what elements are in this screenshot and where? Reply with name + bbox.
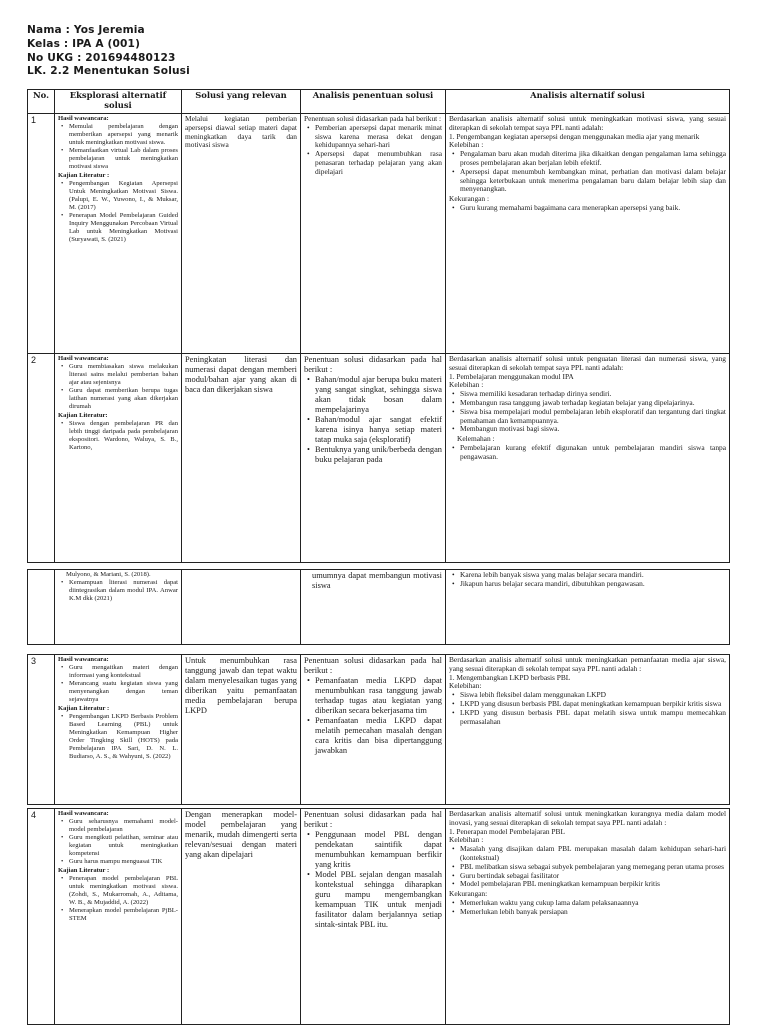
list-item: • Memanfaatkan virtual Lab dalam proses pembelajaran untuk meningkatkan motivasi siswa — [69, 147, 178, 171]
list-item: • Memulai pembelajaran dengan memberikan apersepsi yang menarik untuk meningkatkan motivasi siswa. — [69, 123, 178, 147]
alternative-intro: Berdasarkan analisis alternatif solusi untuk meningkatkan pemanfaatan media ajar siswa, yang sesuai diterapkan di sekolah tempat saya PPL nanti adalah : — [449, 655, 726, 673]
exploration-cell — [55, 570, 182, 645]
list-item: • Memerlukan waktu yang cukup lama dalam pelaksanaannya — [460, 899, 726, 908]
exploration-cell — [55, 354, 182, 563]
disadvantages-label: Kelemahan : — [457, 434, 495, 444]
col-header-solution-analysis: Analisis penentuan solusi — [301, 90, 446, 114]
disadvantages-label: Kekurangan: — [449, 889, 488, 899]
list-item: • Guru mengaitkan materi dengan informasi yang kontekstual — [69, 664, 178, 680]
list-item: • Model pembelajaran PBL meningkatkan kemampuan berpikir kritis — [460, 880, 726, 889]
list-item: • Guru seharusnya memahami model-model pembelajaran — [69, 818, 178, 834]
alternative-analysis-cell — [446, 354, 730, 563]
list-item: • Apersepsi dapat menumbuhkan rasa penasaran terhadap pelajaran yang akan dipelajari — [315, 150, 442, 176]
list-item: • Pengembangan Kegiatan Apersepsi Untuk Meningkatkan Motivasi Siswa. (Palupi, E. W., Yuwono, I., & Muksar, M. (2017) — [69, 180, 178, 212]
list-item: • Menerapkan model pembelajaran PjBL-STEM — [69, 907, 178, 923]
list-item: • Pembelajaran kurang efektif digunakan untuk pembelajaran mandiri siswa tanpa pengawasan. — [460, 444, 726, 462]
list-item: • Guru harus mampu menguasai TIK — [69, 858, 178, 866]
relevant-solution-cell: Dengan menerapkan model-model pembelajaran yang menarik, mudah dimengerti serta relevan/sesuai dengan materi yang akan dipelajari — [182, 809, 301, 1025]
alternative-intro: Berdasarkan analisis alternatif solusi untuk meningkatkan kurangnya media dalam model inovasi, yang sesuai diterapkan di sekolah tempat saya PPL nanti adalah : — [449, 809, 726, 827]
analysis-intro: Penentuan solusi didasarkan pada hal berikut : — [304, 114, 442, 123]
col-header-alternative-analysis: Analisis alternatif solusi — [446, 90, 730, 114]
row-number: 1 — [28, 114, 55, 354]
relevant-solution-cell: Peningkatan literasi dan numerasi dapat dengan memberi modul/bahan ajar yang akan di baca dan dikerjakan siswa — [182, 354, 301, 563]
solution-analysis-cell — [301, 570, 446, 645]
row-number: 4 — [28, 809, 55, 1025]
interview-heading: Hasil wawancara: — [58, 115, 109, 122]
chosen-alternative: 1. Mengembangkan LKPD berbasis PBL — [449, 672, 571, 682]
alternative-analysis-cell — [446, 809, 730, 1025]
solution-analysis-cell — [301, 809, 446, 1025]
alternative-analysis-cell — [446, 114, 730, 354]
list-item: • Bahan/modul ajar berupa buku materi yang sangat singkat, sehingga siswa akan tidak bosan dalam mempelajarinya — [315, 375, 442, 415]
list-item: • PBL melibatkan siswa sebagai subyek pembelajaran yang memegang peran utama proses — [460, 863, 726, 872]
interview-heading: Hasil wawancara: — [58, 355, 109, 362]
alternative-intro: Berdasarkan analisis alternatif solusi untuk meningkatkan motivasi siswa, yang sesuai diterapkan di sekolah tempat saya PPL nanti adalah: — [449, 114, 726, 132]
identity-header — [27, 24, 190, 79]
list-item: • Penerapan model pembelajaran PBL untuk meningkatkan motivasi siswa. (Zohdi, S., Mukarromah, A., Aditama, W. B., & Mujaddid, A. (2022) — [69, 875, 178, 907]
list-item: • LKPD yang disusun berbasis PBL dapat meningkatkan kemampuan berpikir kritis siswa — [460, 700, 726, 709]
solution-analysis-cell — [301, 354, 446, 563]
alternative-analysis-cell — [446, 570, 730, 645]
interview-heading: Hasil wawancara: — [58, 810, 109, 817]
list-item: • Pemberian apersepsi dapat menarik minat siswa karena merasa dekat dengan kehidupannya sehari-hari — [315, 124, 442, 150]
disadvantages-label: Kekurangan : — [449, 194, 490, 204]
literature-heading: Kajian Literatur : — [58, 867, 110, 874]
list-item: • Pengembangan LKPD Berbasis Problem Based Learning (PBL) untuk Meningkatkan Kemampuan Higher Order Tingking Skill (HOTS) pada Pembelajaran IPA Sari, D. N. L. Budiarso, A. S., & Wahyuni, S. (2022) — [69, 713, 178, 761]
solution-analysis-cell — [301, 114, 446, 354]
list-item: • Pemanfaatan media LKPD dapat melatih pemecahan masalah dengan cara kritis dan bisa dipertanggung jawabkan — [315, 716, 442, 756]
list-item: • Penggunaan model PBL dengan pendekatan saintifik dapat menumbuhkan kemampuan berfikir yang kritis — [315, 830, 442, 870]
chosen-alternative: 1. Pembelajaran menggunakan modul IPA — [449, 371, 574, 381]
exploration-cell — [55, 114, 182, 354]
table-row — [28, 570, 730, 645]
list-item: • Bahan/modul ajar sangat efektif karena isinya hanya setiap materi tatap muka saja (eksploratif) — [315, 415, 442, 445]
chosen-alternative: 1. Pengembangan kegiatan apersepsi dengan menggunakan media ajar yang menarik — [449, 131, 700, 141]
solution-table-row-4 — [27, 808, 730, 1025]
list-item: • Guru membiasakan siswa melakukan literasi sains melalui pemberian bahan ajar atau sejenisnya — [69, 363, 178, 387]
relevant-solution-cell-empty — [182, 570, 301, 645]
row-number: 2 — [28, 354, 55, 563]
citation-continuation: Mulyono, & Mariani, S. (2018). — [66, 571, 151, 578]
list-item: • Bentuknya yang unik/berbeda dengan buku pelajaran pada — [315, 445, 442, 465]
advantages-label: Kelebihan: — [449, 681, 482, 691]
list-item: • Guru kurang memahami bagaimana cara menerapkan apersepsi yang baik. — [460, 204, 726, 213]
list-item: • Pengalaman baru akan mudah diterima jika dikaitkan dengan pengalaman lama sehingga proses pembelajaran akan berjalan lebih efektif. — [460, 150, 726, 168]
analysis-intro: Penentuan solusi didasarkan pada hal berikut : — [304, 656, 442, 675]
solution-table-row-3 — [27, 654, 730, 805]
list-item: • Siswa bisa mempelajari modul pembelajaran lebih eksploratif dan tergantung dari tingkat pemahaman dan kemampuannya. — [460, 408, 726, 426]
list-item: • Apersepsi dapat menumbuh kembangkan minat, perhatian dan motivasi dalam belajar sehingga keterbukaan untuk menerima pengalaman baru dalam belajar lebih siap dan menyenangkan. — [460, 168, 726, 194]
name-line: Nama : Yos Jeremia — [27, 24, 145, 36]
exploration-cell — [55, 655, 182, 805]
chosen-alternative: 1. Penerapan model Pembelajaran PBL — [449, 826, 565, 836]
table-row — [28, 354, 730, 563]
list-item: • Kemampuan literasi numerasi dapat diintegrasikan dalam modul IPA. Anwar K.M dkk (2021) — [69, 579, 178, 603]
table-row — [28, 809, 730, 1025]
row-number-empty — [28, 570, 55, 645]
list-item: • Siswa memiliki kesadaran terhadap dirinya sendiri. — [460, 390, 726, 399]
literature-heading: Kajian Literatur: — [58, 412, 108, 419]
list-item: • Memerlukan lebih banyak persiapan — [460, 908, 726, 917]
relevant-solution-cell: Untuk menumbuhkan rasa tanggung jawab dan tepat waktu dalam menyelesaikan tugas yang diberikan yaitu pemanfaatan media pembelajaran berupa LKPD — [182, 655, 301, 805]
alternative-intro: Berdasarkan analisis alternatif solusi untuk penguatan literasi dan numerasi siswa, yang sesuai diterapkan di sekolah tempat saya PPL nanti adalah: — [449, 354, 726, 372]
analysis-intro: Penentuan solusi didasarkan pada hal berikut : — [304, 810, 442, 829]
list-item: • Membangun motivasi bagi siswa. — [460, 425, 726, 434]
literature-heading: Kajian Literatur : — [58, 705, 110, 712]
list-item: • Penerapan Model Pembelajaran Guided Inquiry Menggunakan Percobaan Virtual Lab untuk Meningkatkan Motivasi (Suryawati, S. (2021) — [69, 212, 178, 244]
list-item: • Model PBL sejalan dengan masalah kontekstual sehingga diharapkan guru mampu mengembangkan kemampuan TIK untuk menjadi fasilitator dalam berjalannya setiap sintak-sintak PBL itu. — [315, 870, 442, 930]
list-item: • Guru dapat memberikan berupa tugas latihan numerasi yang akan dikerjakan dirumah — [69, 387, 178, 411]
table-row — [28, 655, 730, 805]
list-item: • Masalah yang disajikan dalam PBL merupakan masalah dalam kehidupan sehari-hari (kontekstual) — [460, 845, 726, 863]
table-row — [28, 114, 730, 354]
table-header-row — [28, 90, 730, 114]
list-item: • Guru bertindak sebagai fasilitator — [460, 872, 726, 881]
col-header-exploration: Eksplorasi alternatif solusi — [55, 90, 182, 114]
list-item: • Siswa lebih fleksibel dalam menggunakan LKPD — [460, 691, 726, 700]
relevant-solution-cell: Melalui kegiatan pemberian apersepsi diawal setiap materi dapat meningkatkan daya tarik dan motivasi siswa — [182, 114, 301, 354]
solution-table-page-2-cont — [27, 569, 730, 645]
analysis-intro: Penentuan solusi didasarkan pada hal berikut : — [304, 355, 442, 374]
advantages-label: Kelebihan : — [449, 380, 484, 390]
ukg-number-line: No UKG : 201694480123 — [27, 51, 176, 64]
list-item: • Karena lebih banyak siswa yang malas belajar secara mandiri. — [460, 571, 726, 580]
worksheet-title: LK. 2.2 Menentukan Solusi — [27, 65, 190, 78]
list-item: • Siswa dengan pembelajaran PR dan lebih tinggi daripada pada pembelajaran ekspositori. Wardono, Waluya, S. B., Kartono, — [69, 420, 178, 452]
list-item: • Jikapun harus belajar secara mandiri, dibutuhkan pengawasan. — [460, 580, 726, 589]
col-header-no: No. — [28, 90, 55, 114]
analysis-continuation: umumnya dapat membangun motivasi siswa — [312, 571, 442, 590]
class-line: Kelas : IPA A (001) — [27, 37, 141, 50]
list-item: • LKPD yang disusun berbasis PBL dapat melatih siswa untuk mampu memecahkan permasalahan — [460, 709, 726, 727]
list-item: • Merancang suatu kegiatan siswa yang menyenangkan dengan teman sejawatnya — [69, 680, 178, 704]
solution-analysis-cell — [301, 655, 446, 805]
interview-heading: Hasil wawancara: — [58, 656, 109, 663]
literature-heading: Kajian Literatur : — [58, 172, 110, 179]
list-item: • Guru mengikuti pelatihan, seminar atau kegiatan untuk meningkatkan kompetensi — [69, 834, 178, 858]
advantages-label: Kelebihan : — [449, 140, 484, 150]
alternative-analysis-cell — [446, 655, 730, 805]
solution-table-page-1 — [27, 89, 730, 563]
row-number: 3 — [28, 655, 55, 805]
exploration-cell — [55, 809, 182, 1025]
list-item: • Membangun rasa tanggung jawab terhadap kegiatan belajar yang dipelajarinya. — [460, 399, 726, 408]
advantages-label: Kelebihan : — [449, 835, 484, 845]
col-header-relevant-solution: Solusi yang relevan — [182, 90, 301, 114]
list-item: • Pemanfaatan media LKPD dapat menumbuhkan rasa tanggung jawab terhadap tugas atau kegiatan yang diberikan secara bekerjasama tim — [315, 676, 442, 716]
